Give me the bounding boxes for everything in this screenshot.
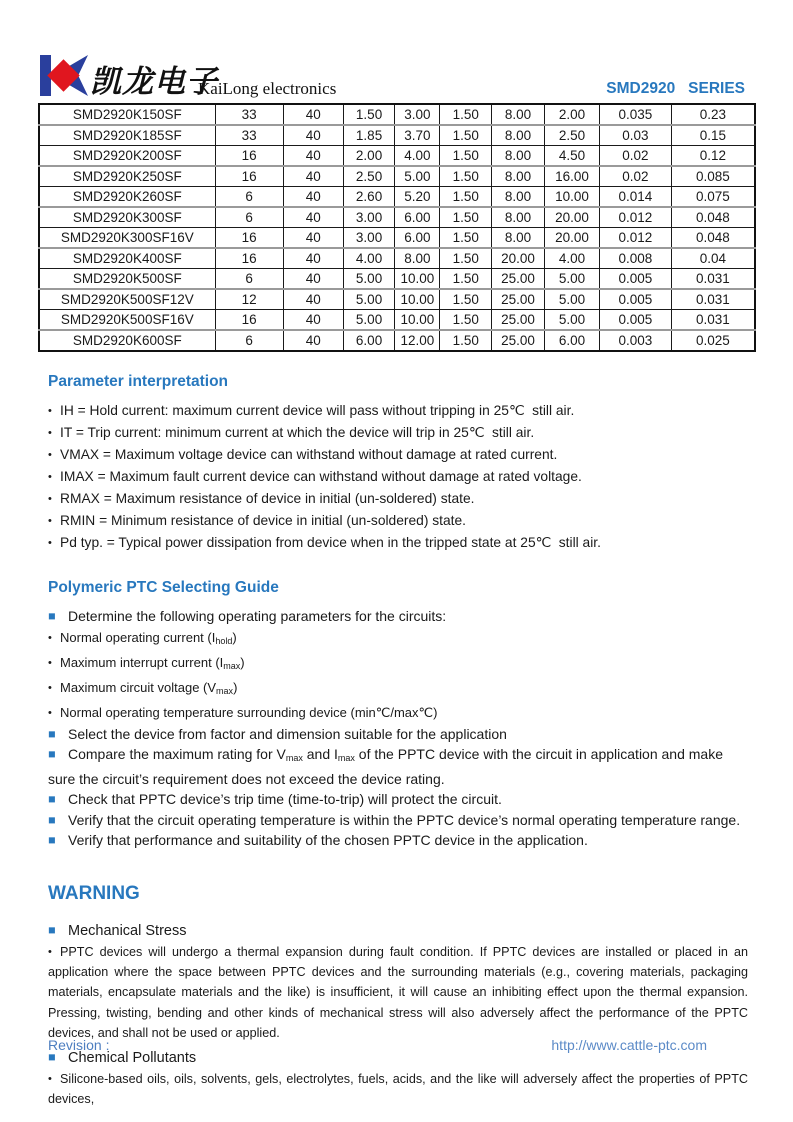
- value-cell: 40: [283, 228, 343, 249]
- value-cell: 33: [215, 104, 283, 125]
- bullet-dot-icon: •: [48, 537, 52, 549]
- value-cell: 1.50: [343, 104, 395, 125]
- selecting-guide-section: [48, 579, 748, 851]
- bullet-dot-icon: •: [48, 1072, 52, 1085]
- value-cell: 8.00: [491, 104, 544, 125]
- value-cell: 10.00: [544, 187, 599, 208]
- table-row: [39, 289, 755, 310]
- table-row: [39, 310, 755, 331]
- value-cell: 0.003: [600, 330, 672, 351]
- part-number-cell: SMD2920K250SF: [72, 169, 182, 184]
- warning-title: WARNING: [48, 882, 140, 904]
- value-cell: 40: [283, 330, 343, 351]
- value-cell: 6.00: [395, 228, 440, 249]
- value-cell: 5.00: [544, 269, 599, 290]
- part-number-cell: SMD2920K500SF16V: [60, 312, 194, 327]
- value-cell: 6.00: [395, 207, 440, 228]
- value-cell: 1.85: [343, 125, 395, 146]
- value-cell: 16.00: [544, 166, 599, 187]
- value-cell: 6.00: [343, 330, 395, 351]
- value-cell: 0.12: [671, 146, 755, 167]
- bullet-dot-icon: •: [48, 681, 52, 694]
- value-cell: 40: [283, 166, 343, 187]
- value-cell: 1.50: [440, 269, 492, 290]
- value-cell: 5.00: [343, 289, 395, 310]
- logo-english-text: KaiLong electronics: [198, 79, 337, 98]
- value-cell: 5.20: [395, 187, 440, 208]
- value-cell: 0.005: [600, 269, 672, 290]
- parameter-item: • RMAX = Maximum resistance of device in initial (un-soldered) state.: [48, 488, 748, 510]
- square-bullet-item: ■ Select the device from factor and dimension suitable for the application: [48, 724, 748, 745]
- parameter-item: • Pd typ. = Typical power dissipation from device when in the tripped state at 25℃ still air.: [48, 532, 748, 554]
- parameter-item: • IT = Trip current: minimum current at which the device will trip in 25℃ still air.: [48, 422, 748, 444]
- value-cell: 0.025: [671, 330, 755, 351]
- page-header: [0, 0, 793, 103]
- value-cell: 40: [283, 207, 343, 228]
- dot-bullet-item: • Maximum interrupt current $(I_{max})$: [48, 652, 748, 677]
- revision-label: Revision :: [48, 1037, 110, 1053]
- bullet-dot-icon: •: [48, 656, 52, 669]
- bullet-dot-icon: •: [48, 471, 52, 483]
- part-number-cell: SMD2920K500SF: [72, 271, 182, 286]
- square-bullet-icon: ■: [48, 609, 56, 623]
- value-cell: 8.00: [491, 166, 544, 187]
- value-cell: 8.00: [491, 228, 544, 249]
- value-cell: 12.00: [395, 330, 440, 351]
- value-cell: 4.50: [544, 146, 599, 167]
- value-cell: 40: [283, 104, 343, 125]
- value-cell: 5.00: [395, 166, 440, 187]
- value-cell: 20.00: [544, 228, 599, 249]
- table-row: [39, 104, 755, 125]
- square-bullet-icon: ■: [48, 812, 56, 827]
- table-row: [39, 207, 755, 228]
- kailong-logo-icon: [40, 55, 88, 96]
- value-cell: 16: [215, 228, 283, 249]
- table-row: [39, 166, 755, 187]
- value-cell: 0.02: [600, 166, 672, 187]
- value-cell: 3.00: [395, 104, 440, 125]
- value-cell: 25.00: [491, 289, 544, 310]
- value-cell: 8.00: [491, 146, 544, 167]
- value-cell: 5.00: [343, 310, 395, 331]
- parameter-item: • IMAX = Maximum fault current device can withstand without damage at rated voltage.: [48, 466, 748, 488]
- parameter-list: [48, 400, 748, 554]
- value-cell: 0.012: [600, 228, 672, 249]
- value-cell: 6: [215, 207, 283, 228]
- value-cell: 0.014: [600, 187, 672, 208]
- parameter-item: • VMAX = Maximum voltage device can withstand without damage at rated current.: [48, 444, 748, 466]
- subscript-text: max: [223, 660, 241, 671]
- value-cell: 5.00: [544, 289, 599, 310]
- value-cell: 8.00: [395, 248, 440, 269]
- value-cell: 8.00: [491, 125, 544, 146]
- value-cell: 0.008: [600, 248, 672, 269]
- value-cell: 2.00: [544, 104, 599, 125]
- part-number-cell: SMD2920K150SF: [72, 107, 182, 122]
- part-number-cell: SMD2920K500SF12V: [60, 292, 194, 307]
- value-cell: 1.50: [440, 207, 492, 228]
- part-number-cell: SMD2920K300SF: [72, 210, 182, 225]
- value-cell: 0.031: [671, 289, 755, 310]
- value-cell: 8.00: [491, 207, 544, 228]
- value-cell: 5.00: [544, 310, 599, 331]
- value-cell: 0.031: [671, 269, 755, 290]
- part-number-cell: SMD2920K185SF: [72, 128, 182, 143]
- value-cell: 0.035: [600, 104, 672, 125]
- value-cell: 1.50: [440, 228, 492, 249]
- bullet-dot-icon: •: [48, 515, 52, 527]
- value-cell: 16: [215, 146, 283, 167]
- value-cell: 2.50: [544, 125, 599, 146]
- subscript-text: hold: [215, 635, 233, 646]
- bullet-dot-icon: •: [48, 427, 52, 439]
- value-cell: 1.50: [440, 187, 492, 208]
- value-cell: 1.50: [440, 104, 492, 125]
- table-row: [39, 248, 755, 269]
- value-cell: 40: [283, 125, 343, 146]
- value-cell: 40: [283, 310, 343, 331]
- value-cell: 3.00: [343, 228, 395, 249]
- value-cell: 0.23: [671, 104, 755, 125]
- page-footer: [0, 1037, 793, 1053]
- value-cell: 0.048: [671, 228, 755, 249]
- square-bullet-item: ■ Mechanical Stress: [48, 919, 748, 942]
- dot-bullet-item: • Silicone-based oils, oils, solvents, gels, electrolytes, fuels, acids, and the like will adversely affect the properties of PPTC devices,: [48, 1069, 748, 1110]
- parameter-interpretation-title: Parameter interpretation: [48, 373, 229, 390]
- value-cell: 20.00: [491, 248, 544, 269]
- value-cell: 1.50: [440, 146, 492, 167]
- part-number-cell: SMD2920K200SF: [72, 148, 182, 163]
- subscript-text: max: [285, 753, 303, 763]
- parameter-item: • RMIN = Minimum resistance of device in initial (un-soldered) state.: [48, 510, 748, 532]
- square-bullet-item: ■ Compare the maximum rating for $V_{max}$ and $I_{max}$ of the PPTC device with the circuit in application and make sure the circuit’s requirement does not exceed the device rating.: [48, 746, 723, 787]
- value-cell: 6: [215, 269, 283, 290]
- part-number-cell: SMD2920K600SF: [72, 333, 182, 348]
- series-title: SMD2920 SERIES: [606, 80, 745, 97]
- value-cell: 25.00: [491, 330, 544, 351]
- square-bullet-icon: ■: [48, 833, 56, 847]
- spec-table: [38, 103, 756, 352]
- warning-section: [48, 883, 748, 1110]
- subscript-text: max: [216, 685, 234, 696]
- parameter-interpretation-section: [48, 373, 748, 554]
- value-cell: 25.00: [491, 310, 544, 331]
- value-cell: 6: [215, 330, 283, 351]
- subscript-text: max: [337, 753, 355, 763]
- dot-bullet-item: • Normal operating temperature surrounding device (min℃/max℃): [48, 702, 748, 724]
- value-cell: 4.00: [343, 248, 395, 269]
- warning-list: [48, 919, 748, 1110]
- value-cell: 16: [215, 166, 283, 187]
- selecting-guide-list: [48, 606, 748, 851]
- square-bullet-item: ■ Verify that the circuit operating temperature is within the PPTC device’s normal operating temperature range.: [48, 810, 748, 831]
- bullet-dot-icon: •: [48, 706, 52, 719]
- value-cell: 2.00: [343, 146, 395, 167]
- dot-bullet-item: • PPTC devices will undergo a thermal expansion during fault condition. If PPTC devices are installed or placed in an application where the space between PPTC devices and the surrounding materials (e.g., covering materials, packaging materials, encapsulate materials and the like) is insufficient, it will cause an inhibiting effect upon the thermal expansion. Pressing, twisting, bending and other kinds of mechanical stress will also adversely affect the performance of the PPTC devices, and shall not be used or applied.: [48, 942, 748, 1044]
- value-cell: 1.50: [440, 166, 492, 187]
- bullet-dot-icon: •: [48, 493, 52, 505]
- square-bullet-icon: ■: [48, 792, 56, 806]
- website-link[interactable]: http://www.cattle-ptc.com: [551, 1037, 707, 1053]
- table-row: [39, 330, 755, 351]
- value-cell: 0.005: [600, 289, 672, 310]
- value-cell: 10.00: [395, 310, 440, 331]
- value-cell: 0.03: [600, 125, 672, 146]
- value-cell: 0.075: [671, 187, 755, 208]
- value-cell: 3.70: [395, 125, 440, 146]
- value-cell: 6.00: [544, 330, 599, 351]
- spec-table-body: [39, 104, 755, 351]
- square-bullet-item: ■ Check that PPTC device’s trip time (time-to-trip) will protect the circuit.: [48, 789, 748, 810]
- logo-chinese-text: 凯龙电子: [90, 64, 218, 100]
- value-cell: 4.00: [544, 248, 599, 269]
- square-bullet-item: ■ Verify that performance and suitability of the chosen PPTC device in the application.: [48, 830, 748, 851]
- value-cell: 8.00: [491, 187, 544, 208]
- square-bullet-icon: ■: [48, 1049, 56, 1064]
- value-cell: 0.048: [671, 207, 755, 228]
- value-cell: 16: [215, 248, 283, 269]
- value-cell: 5.00: [343, 269, 395, 290]
- value-cell: 1.50: [440, 289, 492, 310]
- value-cell: 16: [215, 310, 283, 331]
- part-number-cell: SMD2920K260SF: [72, 189, 182, 204]
- value-cell: 10.00: [395, 289, 440, 310]
- value-cell: 0.005: [600, 310, 672, 331]
- value-cell: 12: [215, 289, 283, 310]
- value-cell: 0.085: [671, 166, 755, 187]
- square-bullet-item: ■ Chemical Pollutants: [48, 1046, 748, 1069]
- value-cell: 40: [283, 289, 343, 310]
- value-cell: 2.60: [343, 187, 395, 208]
- value-cell: 1.50: [440, 248, 492, 269]
- table-row: [39, 228, 755, 249]
- value-cell: 1.50: [440, 310, 492, 331]
- value-cell: 10.00: [395, 269, 440, 290]
- value-cell: 1.50: [440, 125, 492, 146]
- dot-bullet-item: • Maximum circuit voltage $(V_{max})$: [48, 677, 748, 702]
- value-cell: 40: [283, 187, 343, 208]
- value-cell: 0.15: [671, 125, 755, 146]
- value-cell: 25.00: [491, 269, 544, 290]
- value-cell: 20.00: [544, 207, 599, 228]
- parameter-item: • IH = Hold current: maximum current device will pass without tripping in 25℃ still air.: [48, 400, 748, 422]
- value-cell: 0.02: [600, 146, 672, 167]
- value-cell: 0.012: [600, 207, 672, 228]
- bullet-dot-icon: •: [48, 945, 52, 958]
- table-row: [39, 125, 755, 146]
- square-bullet-item: ■ Determine the following operating parameters for the circuits:: [48, 606, 748, 627]
- value-cell: 33: [215, 125, 283, 146]
- square-bullet-icon: ■: [48, 726, 56, 741]
- value-cell: 40: [283, 146, 343, 167]
- value-cell: 40: [283, 248, 343, 269]
- value-cell: 0.04: [671, 248, 755, 269]
- value-cell: 3.00: [343, 207, 395, 228]
- value-cell: 2.50: [343, 166, 395, 187]
- value-cell: 1.50: [440, 330, 492, 351]
- square-bullet-icon: ■: [48, 747, 56, 761]
- table-row: [39, 187, 755, 208]
- table-row: [39, 269, 755, 290]
- square-bullet-icon: ■: [48, 922, 56, 937]
- bullet-dot-icon: •: [48, 631, 52, 644]
- value-cell: 4.00: [395, 146, 440, 167]
- bullet-dot-icon: •: [48, 405, 52, 417]
- part-number-cell: SMD2920K400SF: [72, 251, 182, 266]
- value-cell: 6: [215, 187, 283, 208]
- value-cell: 0.031: [671, 310, 755, 331]
- part-number-cell: SMD2920K300SF16V: [60, 230, 194, 245]
- table-row: [39, 146, 755, 167]
- dot-bullet-item: • Normal operating current $(I_{hold})$: [48, 627, 748, 652]
- value-cell: 40: [283, 269, 343, 290]
- bullet-dot-icon: •: [48, 449, 52, 461]
- selecting-guide-title: Polymeric PTC Selecting Guide: [48, 579, 279, 596]
